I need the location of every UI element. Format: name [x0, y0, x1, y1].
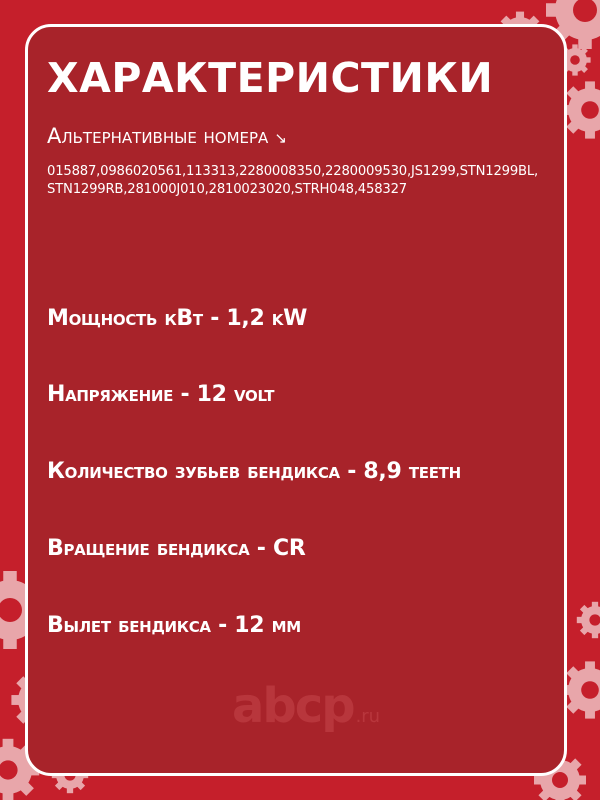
alt-numbers-line: 015887,0986020561,113313,2280008350,2280009530,JS1299,STN1299BL, [47, 164, 539, 179]
logo-suffix: .ru [355, 706, 381, 727]
spec-teeth: Количество зубьев бендикса - 8,9 teeth [47, 459, 461, 484]
page-title: ХАРАКТЕРИСТИКИ [47, 54, 494, 102]
gear-icon [561, 81, 600, 138]
spec-rotation: Вращение бендикса - CR [47, 536, 306, 561]
alt-numbers-list [47, 163, 567, 199]
arrow-down-right-icon: ↘ [274, 129, 287, 147]
alt-numbers-heading-label: Альтернативные номера [47, 124, 269, 148]
alt-numbers-line: STN1299RB,281000J010,2810023020,STRH048,458327 [47, 182, 407, 197]
abcp-logo [232, 678, 380, 745]
alt-numbers-heading [47, 122, 287, 152]
spec-voltage: Напряжение - 12 volt [47, 382, 275, 407]
gear-icon [561, 661, 600, 718]
spec-offset: Вылет бендикса - 12 мм [47, 613, 301, 638]
spec-power: Мощность кВт - 1,2 kW [47, 306, 308, 331]
logo-main: abcp [232, 678, 354, 734]
gear-icon [577, 602, 600, 638]
